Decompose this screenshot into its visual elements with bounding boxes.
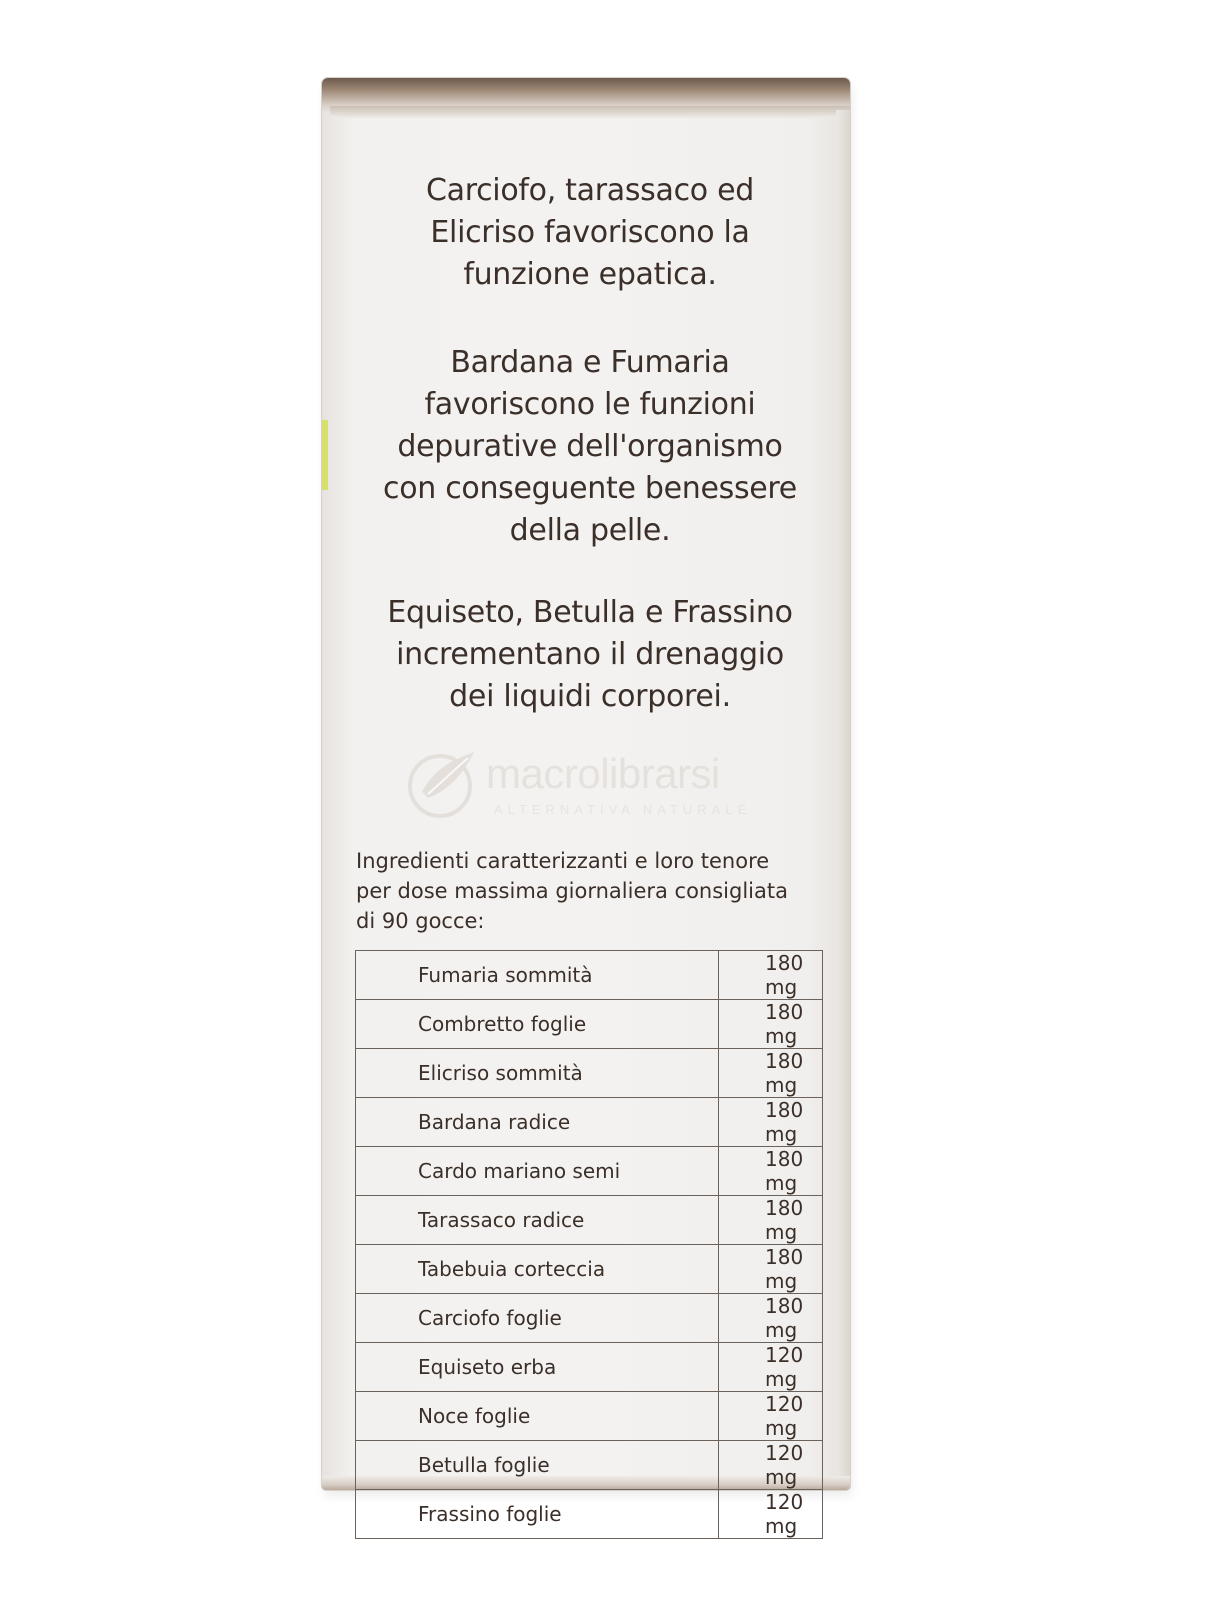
- ingredient-amount: 120 mg: [719, 1441, 823, 1490]
- ingredient-amount: 180 mg: [719, 1000, 823, 1049]
- green-accent-stripe: [322, 420, 328, 490]
- table-row: [356, 951, 823, 1000]
- ingredient-name: Noce foglie: [356, 1392, 719, 1441]
- ingredient-name: Cardo mariano semi: [356, 1147, 719, 1196]
- watermark-title: macrolibrarsi: [486, 750, 720, 797]
- paragraph-line: depurative dell'organismo: [397, 429, 783, 464]
- paragraph-line: Carciofo, tarassaco ed: [426, 173, 754, 208]
- ingredient-amount: 180 mg: [719, 1049, 823, 1098]
- ingredient-name: Equiseto erba: [356, 1343, 719, 1392]
- table-row: [356, 1049, 823, 1098]
- box-right-edge: [836, 110, 850, 1480]
- table-row: [356, 1294, 823, 1343]
- table-row: [356, 1245, 823, 1294]
- table-row: [356, 1000, 823, 1049]
- paragraph-liver: [350, 170, 830, 296]
- ingredient-amount: 180 mg: [719, 1147, 823, 1196]
- ingredients-intro: [356, 846, 830, 936]
- table-row: [356, 1098, 823, 1147]
- table-row: [356, 1490, 823, 1539]
- table-row: [356, 1392, 823, 1441]
- ingredients-table: [355, 950, 823, 1539]
- leaf-logo-icon: [402, 746, 482, 822]
- ingredient-name: Combretto foglie: [356, 1000, 719, 1049]
- paragraph-line: con conseguente benessere: [383, 471, 797, 506]
- ingredient-name: Frassino foglie: [356, 1490, 719, 1539]
- paragraph-line: favoriscono le funzioni: [424, 387, 756, 422]
- ingredient-amount: 120 mg: [719, 1490, 823, 1539]
- ingredient-name: Tabebuia corteccia: [356, 1245, 719, 1294]
- paragraph-line: Bardana e Fumaria: [450, 345, 730, 380]
- table-row: [356, 1196, 823, 1245]
- paragraph-skin: [350, 342, 830, 552]
- intro-line: Ingredienti caratterizzanti e loro tenore: [356, 849, 770, 873]
- ingredient-name: Fumaria sommità: [356, 951, 719, 1000]
- paragraph-drainage: [350, 592, 830, 718]
- ingredient-amount: 120 mg: [719, 1343, 823, 1392]
- ingredient-amount: 180 mg: [719, 1098, 823, 1147]
- ingredient-amount: 180 mg: [719, 1196, 823, 1245]
- box-top-lip: [330, 106, 850, 118]
- watermark: [402, 746, 802, 822]
- paragraph-line: dei liquidi corporei.: [449, 679, 731, 714]
- intro-line: di 90 gocce:: [356, 909, 485, 933]
- table-row: [356, 1441, 823, 1490]
- ingredient-name: Bardana radice: [356, 1098, 719, 1147]
- table-row: [356, 1147, 823, 1196]
- ingredient-amount: 120 mg: [719, 1392, 823, 1441]
- paragraph-line: Equiseto, Betulla e Frassino: [387, 595, 793, 630]
- ingredient-name: Betulla foglie: [356, 1441, 719, 1490]
- ingredient-amount: 180 mg: [719, 1245, 823, 1294]
- intro-line: per dose massima giornaliera consigliata: [356, 879, 788, 903]
- ingredient-name: Elicriso sommità: [356, 1049, 719, 1098]
- paragraph-line: Elicriso favoriscono la: [430, 215, 750, 250]
- table-row: [356, 1343, 823, 1392]
- ingredient-amount: 180 mg: [719, 951, 823, 1000]
- ingredient-name: Tarassaco radice: [356, 1196, 719, 1245]
- paragraph-line: funzione epatica.: [463, 257, 717, 292]
- paragraph-line: incrementano il drenaggio: [396, 637, 784, 672]
- paragraph-line: della pelle.: [509, 513, 671, 548]
- ingredient-name: Carciofo foglie: [356, 1294, 719, 1343]
- ingredient-amount: 180 mg: [719, 1294, 823, 1343]
- watermark-subtitle: ALTERNATIVA NATURALE: [494, 802, 752, 817]
